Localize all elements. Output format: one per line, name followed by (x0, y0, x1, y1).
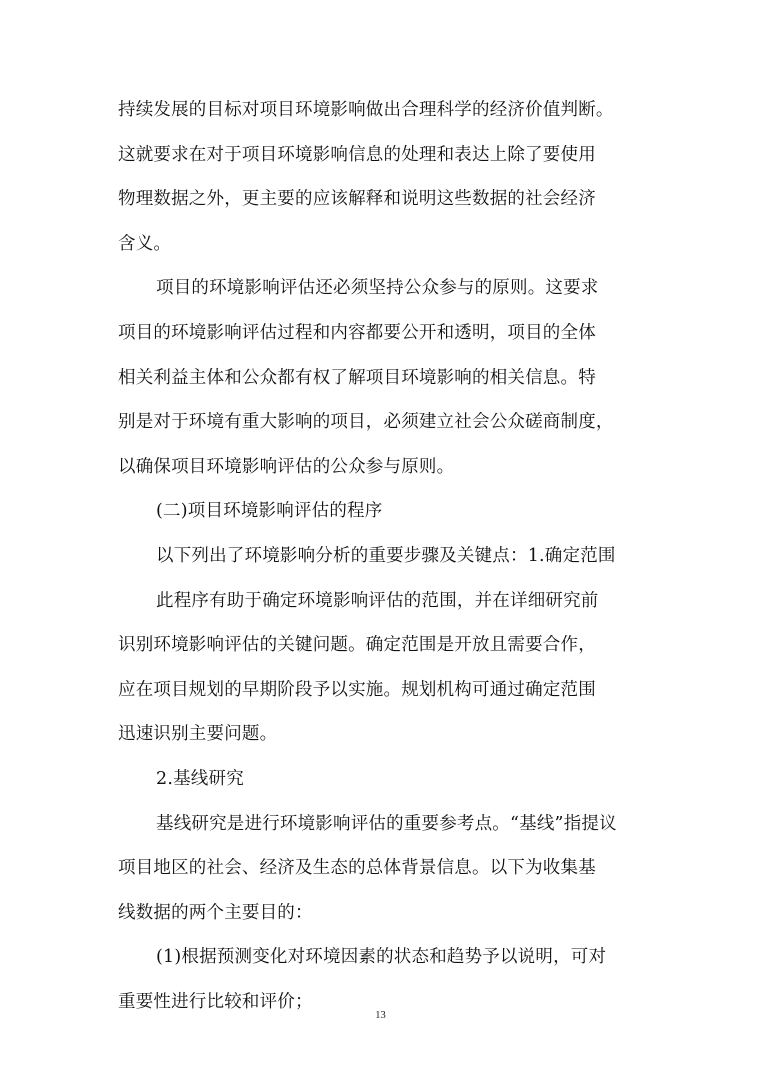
text-line: 识别环境影响评估的关键问题。确定范围是开放且需要合作， (118, 635, 596, 656)
text-line: 应在项目规划的早期阶段予以实施。规划机构可通过确定范围 (118, 679, 596, 700)
text-line: 这就要求在对于项目环境影响信息的处理和表达上除了要使用 (118, 144, 596, 165)
paragraph-first-line: 此程序有助于确定环境影响评估的范围，并在详细研究前 (156, 590, 599, 611)
text-line: 项目的环境影响评估过程和内容都要公开和透明，项目的全体 (118, 322, 596, 343)
text-line: 项目地区的社会、经济及生态的总体背景信息。以下为收集基 (118, 858, 596, 879)
text-line: 迅速识别主要问题。 (118, 724, 278, 745)
paragraph-first-line: 基线研究是进行环境影响评估的重要参考点。“基线”指提议 (156, 813, 617, 834)
text-line: 含义。 (118, 233, 172, 254)
paragraph-first-line: 以下列出了环境影响分析的重要步骤及关键点：1.确定范围 (156, 545, 616, 566)
paragraph-first-line: 项目的环境影响评估还必须坚持公众参与的原则。这要求 (156, 278, 599, 299)
text-line: 相关利益主体和公众都有权了解项目环境影响的相关信息。特 (118, 367, 596, 388)
body-text (118, 88, 638, 1024)
section-heading: (二)项目环境影响评估的程序 (156, 501, 383, 522)
text-line: 以确保项目环境影响评估的公众参与原则。 (118, 456, 455, 477)
page-number: 13 (375, 1010, 386, 1021)
text-line: 别是对于环境有重大影响的项目，必须建立社会公众磋商制度， (118, 412, 614, 433)
text-line: 持续发展的目标对项目环境影响做出合理科学的经济价值判断。 (118, 100, 614, 120)
text-line: 物理数据之外，更主要的应该解释和说明这些数据的社会经济 (118, 189, 596, 210)
text-line: 线数据的两个主要目的： (118, 902, 313, 923)
text-line: 重要性进行比较和评价； (118, 991, 313, 1012)
subsection-heading: 2.基线研究 (156, 768, 244, 789)
paragraph-first-line: (1)根据预测变化对环境因素的状态和趋势予以说明，可对 (156, 947, 607, 968)
